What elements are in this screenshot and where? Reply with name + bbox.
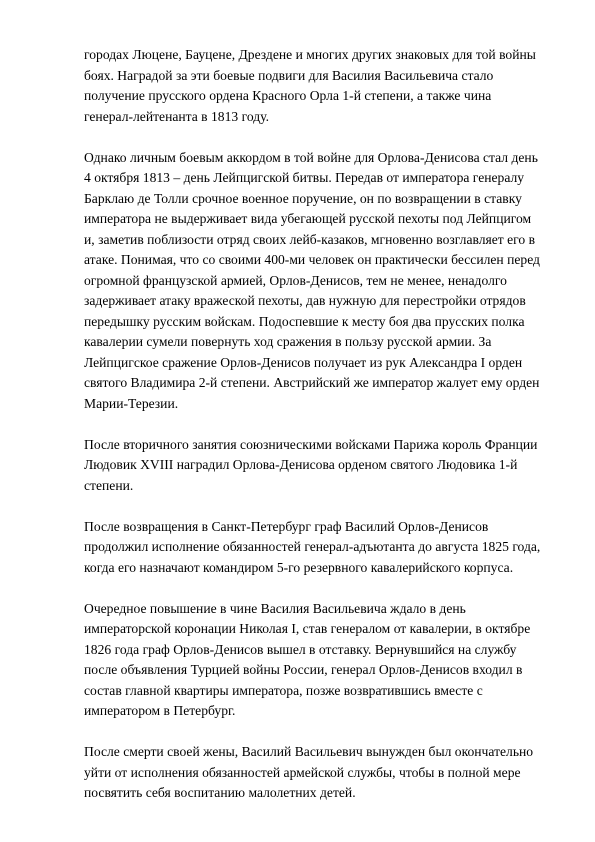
text-line: Барклаю де Толли срочное военное поручение, он по возвращении в ставку bbox=[84, 190, 522, 206]
text-line: продолжил исполнение обязанностей генерал-адъютанта до августа 1825 года, bbox=[84, 539, 541, 554]
document-body bbox=[84, 45, 554, 824]
paragraph-3 bbox=[84, 435, 554, 497]
text-line: когда его назначают командиром 5-го резервного кавалерийского корпуса. bbox=[84, 559, 514, 575]
text-line: генерал-лейтенанта в 1813 году. bbox=[84, 108, 269, 124]
text-line: После вторичного занятия союзническими войсками Парижа король Франции bbox=[84, 436, 538, 452]
text-line: Очередное повышение в чине Василия Васильевича ждало в день bbox=[84, 600, 466, 616]
text-line: состав главной квартиры императора, позже возвратившись вместе с bbox=[84, 682, 483, 698]
text-line: святого Владимира 2-й степени. Австрийский же император жалует ему орден bbox=[84, 375, 540, 390]
text-line: 1826 года граф Орлов-Денисов вышел в отставку. Вернувшийся на службу bbox=[84, 641, 517, 657]
paragraph-6 bbox=[84, 742, 554, 804]
paragraph-4 bbox=[84, 517, 554, 579]
text-line: Людовик XVIII наградил Орлова-Денисова орденом святого Людовика 1-й bbox=[84, 457, 518, 472]
text-line: императора не выдерживает вида убегающей русской пехоты под Лейпцигом bbox=[84, 211, 532, 226]
text-line: 4 октября 1813 – день Лейпцигской битвы. Передав от императора генералу bbox=[84, 170, 525, 185]
text-line: городах Люцене, Бауцене, Дрездене и многих других знаковых для той войны bbox=[84, 47, 536, 62]
text-line: огромной французской армией, Орлов-Денисов, тем не менее, ненадолго bbox=[84, 272, 507, 288]
text-line: После возвращения в Санкт-Петербург граф Василий Орлов-Денисов bbox=[84, 518, 489, 534]
text-line: императорской коронации Николая I, став генералом от кавалерии, в октябре bbox=[84, 621, 531, 636]
paragraph-5 bbox=[84, 599, 554, 722]
text-line: посвятить себя воспитанию малолетних детей. bbox=[84, 785, 356, 800]
text-line: степени. bbox=[84, 477, 134, 493]
paragraph-2 bbox=[84, 148, 554, 415]
text-line: уйти от исполнения обязанностей армейской службы, чтобы в полной мере bbox=[84, 764, 521, 780]
text-line: императором в Петербург. bbox=[84, 703, 236, 718]
text-line: кавалерии сумели повернуть ход сражения в пользу русской армии. За bbox=[84, 334, 492, 349]
text-line: задерживает атаку вражеской пехоты, дав нужную для перестройки отрядов bbox=[84, 293, 526, 308]
text-line: Марии-Терезии. bbox=[84, 395, 179, 411]
text-line: атаке. Понимая, что со своими 400-ми человек он практически бессилен перед bbox=[84, 252, 540, 267]
text-line: получение прусского ордена Красного Орла 1-й степени, а также чина bbox=[84, 88, 492, 103]
text-line: Однако личным боевым аккордом в той войне для Орлова-Денисова стал день bbox=[84, 149, 538, 165]
text-line: и, заметив поблизости отряд своих лейб-казаков, мгновенно возглавляет его в bbox=[84, 231, 536, 247]
text-line: после объявления Турцией войны России, генерал Орлов-Денисов входил в bbox=[84, 662, 523, 677]
text-line: После смерти своей жены, Василий Васильевич вынужден был окончательно bbox=[84, 744, 534, 759]
paragraph-1 bbox=[84, 45, 554, 127]
text-line: передышку русским войскам. Подоспевшие к месту боя два прусских полка bbox=[84, 313, 525, 329]
text-line: боях. Наградой за эти боевые подвиги для Василия Васильевича стало bbox=[84, 67, 494, 83]
text-line: Лейпцигское сражение Орлов-Денисов получает из рук Александра I орден bbox=[84, 354, 523, 370]
